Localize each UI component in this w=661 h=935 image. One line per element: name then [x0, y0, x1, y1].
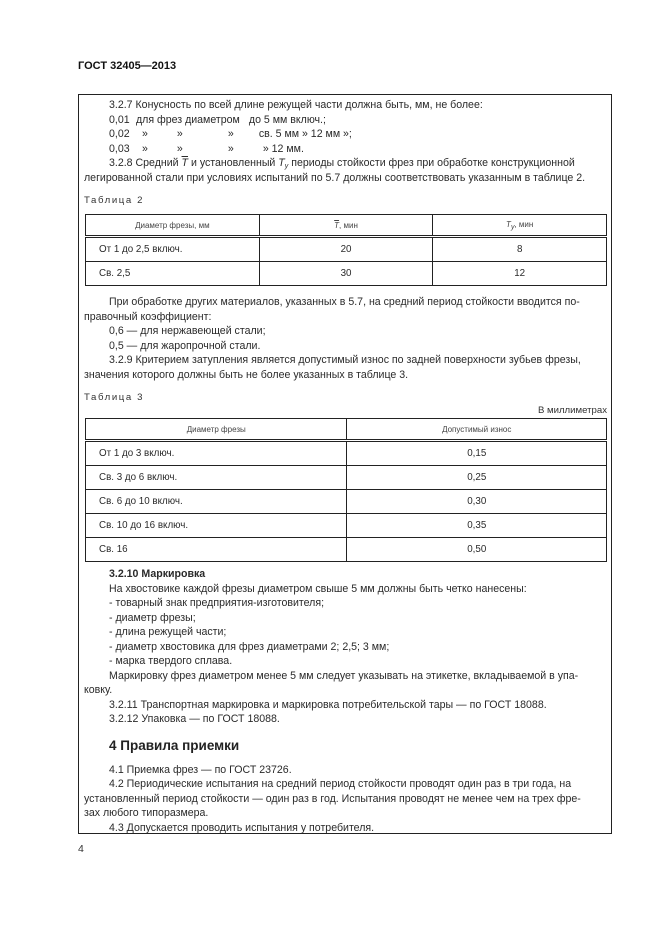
t-set-symbol: T — [278, 157, 285, 169]
table-row: От 1 до 2,5 включ. 20 8 — [86, 237, 607, 262]
clause-3-2-8-line-1: 3.2.8 Средний $\overline{T}$ и установленный $T_у$ периоды стойкости фрез при обработке конструкционной — [109, 157, 575, 170]
taper-row-3: 0,03 » » » » 12 мм. — [109, 143, 304, 155]
marking-note-line-1: Маркировку фрез диаметром менее 5 мм следует указывать на этикетке, вкладываемой в упа- — [109, 670, 579, 682]
section-4-heading: 4 Правила приемки — [109, 738, 240, 753]
coefficient-item: 0,6 — для нержавеющей стали; — [109, 325, 266, 337]
table-row: Св. 6 до 10 включ. 0,30 — [86, 490, 607, 514]
marking-intro: На хвостовике каждой фрезы диаметром свыше 5 мм должны быть четко нанесены: — [109, 583, 527, 595]
table-row: Св. 16 0,50 — [86, 538, 607, 562]
table-row: Св. 3 до 6 включ. 0,25 — [86, 466, 607, 490]
table-2-header-t-set: $T_у$, мин — [433, 215, 607, 237]
clause-4-2-line-2: установленный период стойкости — один раз в год. Испытания проводят не менее чем на трех фре- — [84, 793, 581, 805]
table-2-header-diameter: Диаметр фрезы, мм — [86, 215, 260, 237]
clause-3-2-12: 3.2.12 Упаковка — по ГОСТ 18088. — [109, 713, 280, 725]
clause-4-3: 4.3 Допускается проводить испытания у потребителя. — [109, 822, 375, 834]
taper-row-1: 0,01 для фрез диаметром до 5 мм включ.; — [109, 114, 326, 126]
document-id-header: ГОСТ 32405—2013 — [78, 60, 177, 72]
table-2-header-t-mean: $\overline{T}$, мин — [259, 215, 433, 237]
marking-item: - диаметр фрезы; — [109, 612, 196, 624]
table-3-header-row — [86, 419, 607, 441]
clause-3-2-9-line-1: 3.2.9 Критерием затупления является допустимый износ по задней поверхности зубьев фрезы, — [109, 354, 581, 366]
t-mean-symbol: $\overline{T}$ — [181, 157, 189, 169]
clause-3-2-7-title: 3.2.7 Конусность по всей длине режущей части должна быть, мм, не более: — [109, 99, 483, 111]
table-3-header-wear: Допустимый износ — [347, 419, 607, 441]
table-row: От 1 до 3 включ. 0,15 — [86, 441, 607, 466]
clause-4-2-line-1: 4.2 Периодические испытания на средний период стойкости проводят один раз в три года, на — [109, 778, 572, 790]
page-number: 4 — [78, 843, 84, 855]
other-materials-line-1: При обработке других материалов, указанных в 5.7, на средний период стойкости вводится по- — [109, 296, 580, 308]
marking-item: - диаметр хвостовика для фрез диаметрами 2; 2,5; 3 мм; — [109, 641, 390, 653]
clause-3-2-11: 3.2.11 Транспортная маркировка и маркировка потребительской тары — по ГОСТ 18088. — [109, 699, 547, 711]
table-2 — [85, 214, 607, 286]
marking-item: - марка твердого сплава. — [109, 655, 233, 667]
coefficient-item: 0,5 — для жаропрочной стали. — [109, 340, 261, 352]
clause-3-2-8-line-2: легированной стали при условиях испытаний по 5.7 должны соответствовать указанным в таблице 2. — [84, 172, 586, 184]
clause-4-1: 4.1 Приемка фрез — по ГОСТ 23726. — [109, 764, 292, 776]
taper-row-2: 0,02 » » » св. 5 мм » 12 мм »; — [109, 128, 352, 140]
clause-3-2-9-line-2: значения которого должны быть не более указанных в таблице 3. — [84, 369, 409, 381]
table-2-caption: Таблица 2 — [84, 195, 145, 206]
table-row: Св. 2,5 30 12 — [86, 262, 607, 286]
table-3 — [85, 418, 607, 562]
table-3-units: В миллиметрах — [537, 405, 607, 416]
marking-item: - длина режущей части; — [109, 626, 227, 638]
clause-3-2-10-title: 3.2.10 Маркировка — [109, 568, 206, 580]
marking-note-line-2: ковку. — [84, 684, 113, 696]
other-materials-line-2: правочный коэффициент: — [84, 311, 212, 323]
marking-item: - товарный знак предприятия-изготовителя; — [109, 597, 325, 609]
content-frame — [78, 94, 612, 834]
table-2-header-row — [86, 215, 607, 237]
table-3-header-diameter: Диаметр фрезы — [86, 419, 347, 441]
table-row: Св. 10 до 16 включ. 0,35 — [86, 514, 607, 538]
table-3-caption: Таблица 3 — [84, 392, 145, 403]
clause-4-2-line-3: зах любого типоразмера. — [84, 807, 209, 819]
